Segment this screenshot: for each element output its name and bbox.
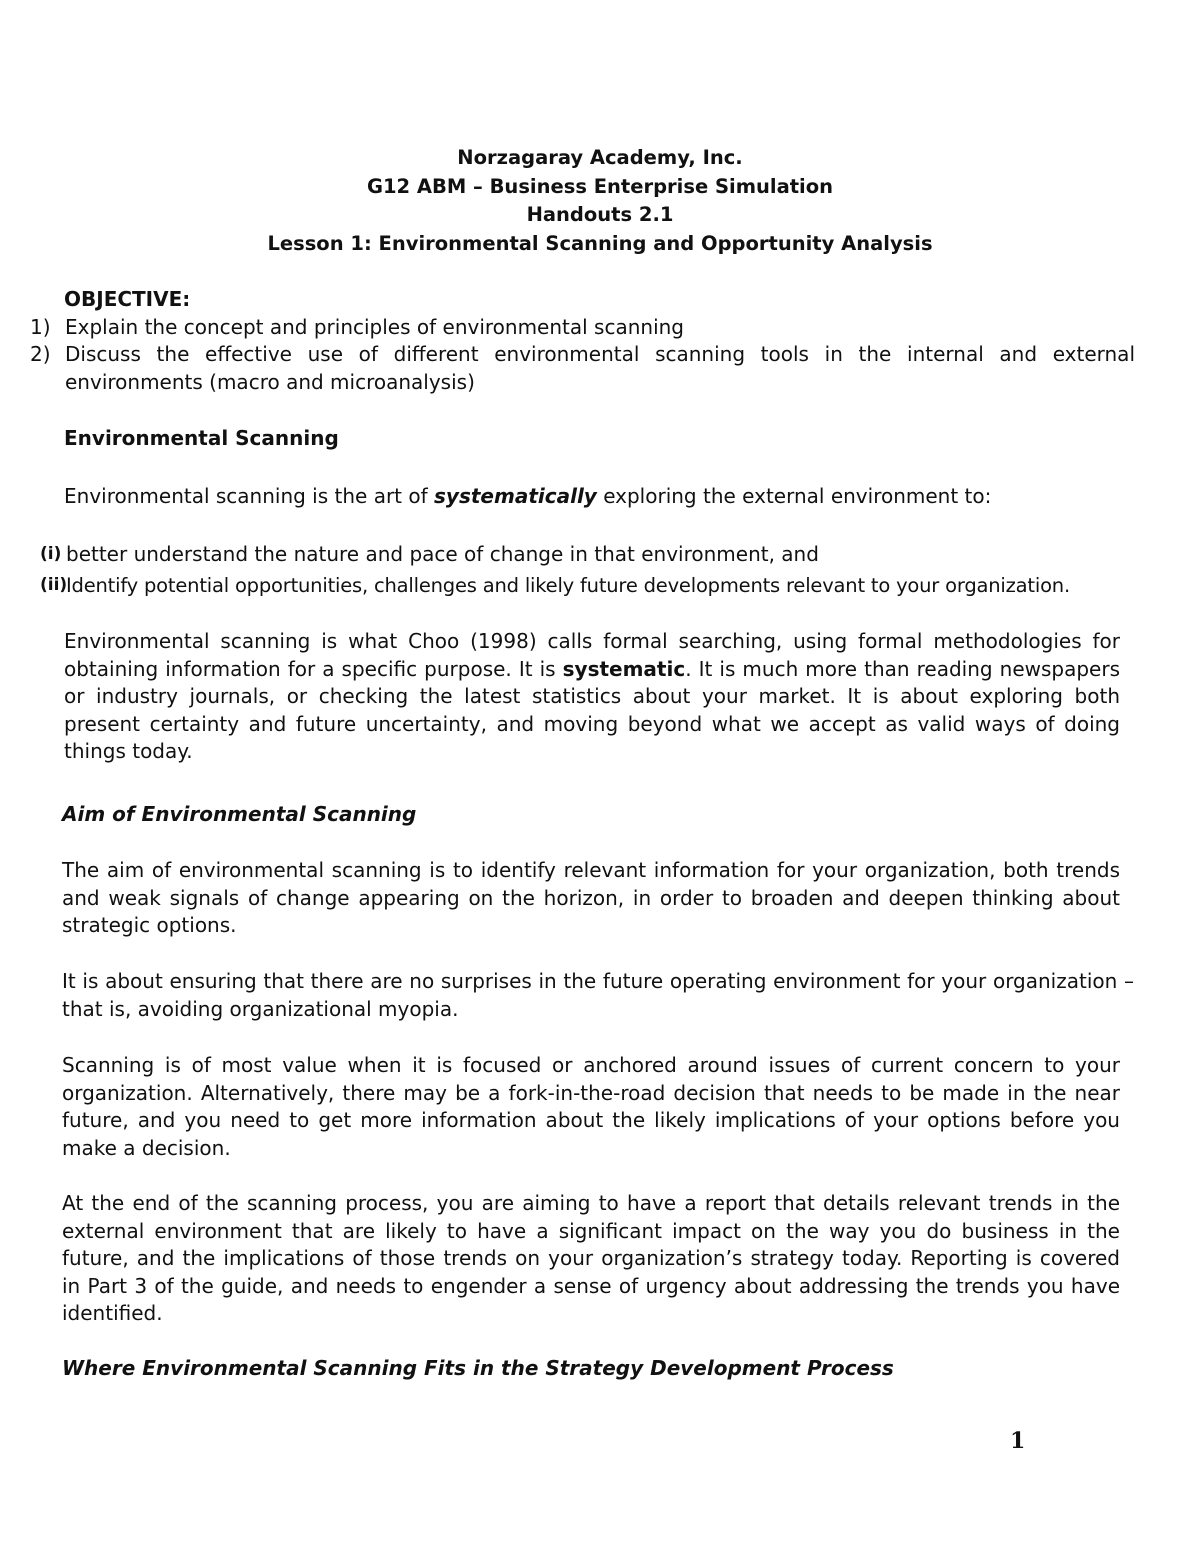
objective-marker-2: 2) <box>30 342 51 366</box>
document-header <box>0 144 1200 258</box>
roman-marker-2: (ii) <box>40 575 68 595</box>
school-name: Norzagaray Academy, Inc. <box>457 146 743 169</box>
intro-text-after: exploring the external environment to: <box>596 484 992 508</box>
aim-paragraph-1: The aim of environmental scanning is to identify relevant information for your organization, both trends and weak signals of change appearing on the horizon, in order to broaden and deepen thinking about strategic options. <box>62 858 1120 937</box>
fits-heading: Where Environmental Scanning Fits in the Strategy Development Process <box>62 1356 894 1380</box>
objective-heading: OBJECTIVE: <box>64 287 191 311</box>
aim-paragraph-2: It is about ensuring that there are no surprises in the future operating environment for your organization – that is, avoiding organizational myopia. <box>62 969 1134 1021</box>
page-number: 1 <box>1010 1428 1026 1454</box>
env-scanning-heading: Environmental Scanning <box>64 426 339 450</box>
handout-number: Handouts 2.1 <box>526 203 674 226</box>
course-title: G12 ABM – Business Enterprise Simulation <box>366 174 834 198</box>
aim-heading: Aim of Environmental Scanning <box>62 802 417 826</box>
env-scanning-paragraph <box>64 628 1120 766</box>
objective-item-2: Discuss the effective use of different environmental scanning tools in the internal and external environments (macro and microanalysis) <box>65 342 1135 394</box>
para-emphasis: systematic <box>562 656 686 681</box>
aim-paragraph-3: Scanning is of most value when it is focused or anchored around issues of current concern to your organization. Alternatively, there may be a fork-in-the-road decision that needs to be made in the near future, and you need to get more information about the likely implications of your options before you make a decision. <box>62 1053 1120 1160</box>
intro-emphasis: systematically <box>434 484 597 508</box>
env-list-item-1: better understand the nature and pace of change in that environment, and <box>66 542 819 566</box>
aim-paragraph-4: At the end of the scanning process, you are aiming to have a report that details relevant trends in the external environment that are likely to have a significant impact on the way you do business in the future, and the implications of those trends on your organization’s strategy today. Reporting is covered in Part 3 of the guide, and needs to engender a sense of urgency about addressing the trends you have identified. <box>62 1191 1120 1325</box>
env-scanning-intro <box>64 483 1134 511</box>
objective-marker-1: 1) <box>30 315 51 339</box>
env-list-item-2: Identify potential opportunities, challenges and likely future developments relevant to your organization. <box>66 574 1070 597</box>
intro-text-before: Environmental scanning is the art of <box>64 484 435 508</box>
para-text-after: . It is much more than reading newspapers or industry journals, or checking the latest statistics about your market. It is about exploring both present certainty and future uncertainty, and moving beyond what we accept as valid ways of doing things today. <box>64 656 1120 763</box>
roman-marker-1: (i) <box>40 544 62 564</box>
para-text-before: Environmental scanning is what Choo (1998) calls formal searching, using formal methodologies for obtaining information for a specific purpose. It is <box>64 629 1120 681</box>
lesson-title: Lesson 1: Environmental Scanning and Opportunity Analysis <box>267 231 933 255</box>
objective-item-1: Explain the concept and principles of environmental scanning <box>65 315 685 339</box>
